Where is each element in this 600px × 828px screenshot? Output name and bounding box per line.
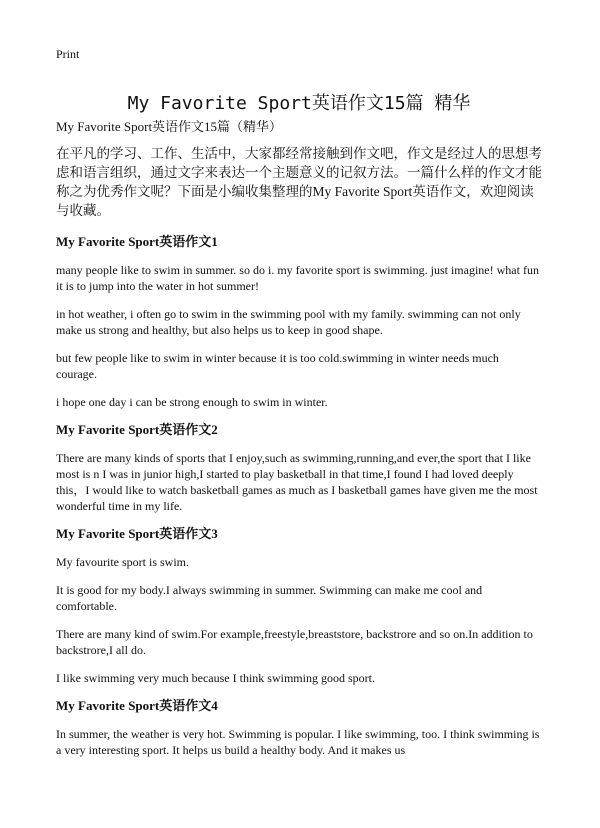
paragraph: There are many kinds of sports that I enjoy,such as swimming,running,and ever,the sport that I like most is n I was in junior high,I started to play basketball in that time,I found I had loved deeply this，I would like to watch basketball games as much as I basketball games have given me the most wonderful time in my life. [56,451,538,513]
document-subtitle: My Favorite Sport英语作文15篇（精华） [56,119,283,134]
section-heading: My Favorite Sport英语作文4 [56,698,218,713]
section-heading: My Favorite Sport英语作文2 [56,422,218,437]
paragraph: I like swimming very much because I think swimming good sport. [56,671,375,685]
paragraph: in hot weather, i often go to swim in the swimming pool with my family. swimming can not only make us strong and healthy, but also helps us to keep in good shape. [56,307,521,337]
essay-section-3 [56,526,542,686]
paragraph: many people like to swim in summer. so do i. my favorite sport is swimming. just imagine! what fun it is to jump into the water in hot summer! [56,263,539,293]
paragraph: There are many kind of swim.For example,freestyle,breaststore, backstrore and so on.In addition to backstrore,I all do. [56,627,533,657]
print-label[interactable]: Print [56,47,80,61]
section-heading: My Favorite Sport英语作文3 [56,526,218,541]
paragraph: i hope one day i can be strong enough to swim in winter. [56,395,328,409]
paragraph: but few people like to swim in winter because it is too cold.swimming in winter needs much courage. [56,351,499,381]
section-heading: My Favorite Sport英语作文1 [56,234,218,249]
paragraph: It is good for my body.I always swimming in summer. Swimming can make me cool and comfortable. [56,583,483,613]
essay-section-1 [56,234,542,410]
essay-section-2 [56,422,542,514]
essay-section-4 [56,698,542,758]
document-title: My Favorite Sport英语作文15篇 精华 [127,93,471,115]
intro-paragraph: 在平凡的学习、工作、生活中，大家都经常接触到作文吧，作文是经过人的思想考虑和语言组织，通过文字来表达一个主题意义的记叙方法。一篇什么样的作文才能称之为优秀作文呢？下面是小编收集整理的My Favorite Sport英语作文，欢迎阅读与收藏。 [56,146,542,218]
paragraph: In summer, the weather is very hot. Swimming is popular. I like swimming, too. I think swimming is a very interesting sport. It helps us build a healthy body. And it makes us [56,727,540,757]
document-body [56,118,542,770]
paragraph: My favourite sport is swim. [56,555,189,569]
